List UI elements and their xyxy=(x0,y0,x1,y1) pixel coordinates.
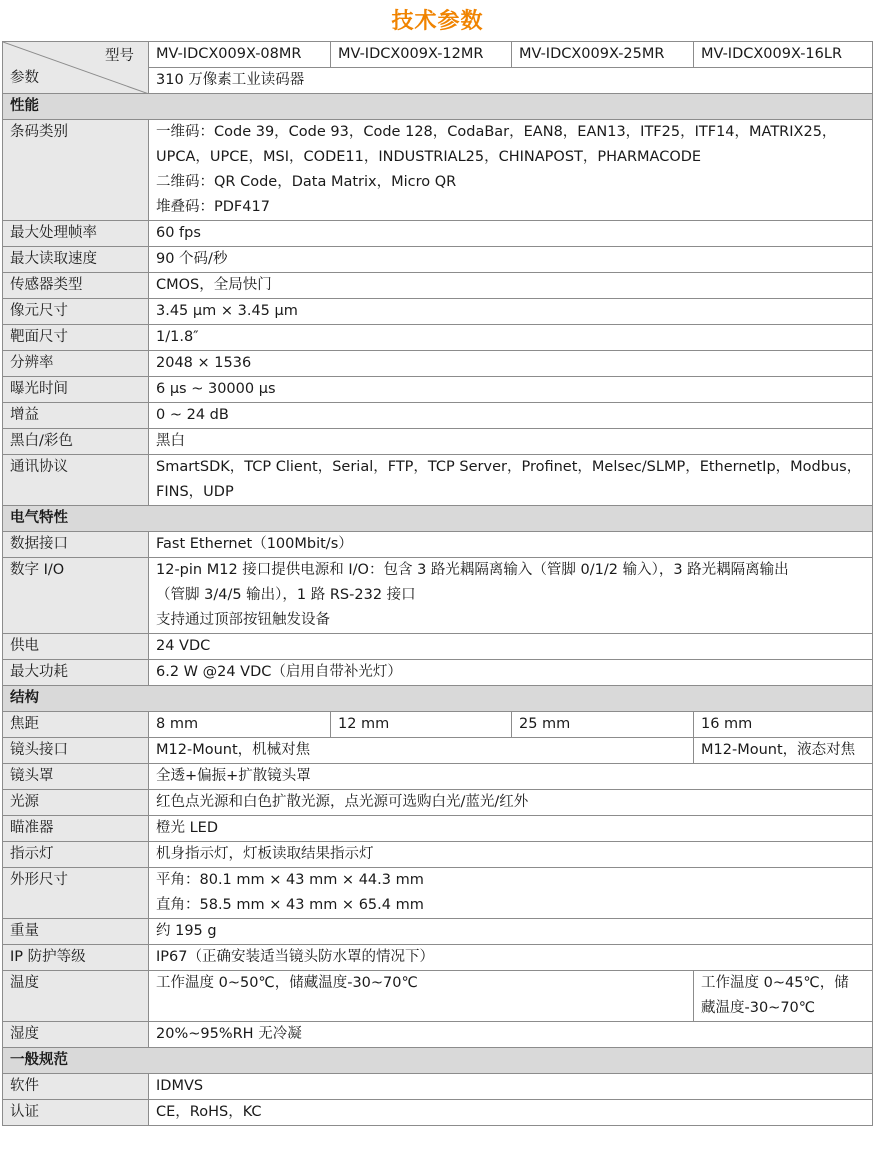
row-label-lens-cover: 镜头罩 xyxy=(3,764,149,790)
max-power-value: 6.2 W @24 VDC（启用自带补光灯） xyxy=(149,660,873,686)
product-name: 310 万像素工业读码器 xyxy=(149,68,873,94)
row-label-lens-mount: 镜头接口 xyxy=(3,738,149,764)
focal-length-value: 12 mm xyxy=(331,712,512,738)
power-value: 24 VDC xyxy=(149,634,873,660)
section-performance: 性能 xyxy=(3,94,873,120)
indicator-value: 机身指示灯，灯板读取结果指示灯 xyxy=(149,842,873,868)
lens-mount-value-lr: M12-Mount，液态对焦 xyxy=(694,738,873,764)
model-label: 型号 xyxy=(105,48,134,64)
model-name: MV-IDCX009X-16LR xyxy=(694,42,873,68)
row-label-max-power: 最大功耗 xyxy=(3,660,149,686)
barcode-stacked: 堆叠码：PDF417 xyxy=(156,199,270,215)
max-fps-value: 60 fps xyxy=(149,221,873,247)
focal-length-value: 16 mm xyxy=(694,712,873,738)
row-label-pixel-size: 像元尺寸 xyxy=(3,299,149,325)
focal-length-value: 25 mm xyxy=(512,712,694,738)
row-label-dimensions: 外形尺寸 xyxy=(3,868,149,919)
barcode-value xyxy=(149,120,873,221)
temperature-lr-line2: 藏温度-30~70℃ xyxy=(701,1000,816,1016)
row-label-humidity: 湿度 xyxy=(3,1022,149,1048)
model-name: MV-IDCX009X-25MR xyxy=(512,42,694,68)
row-label-indicator: 指示灯 xyxy=(3,842,149,868)
software-value: IDMVS xyxy=(149,1074,873,1100)
row-label-max-fps: 最大处理帧率 xyxy=(3,221,149,247)
light-source-value: 红色点光源和白色扩散光源，点光源可选购白光/蓝光/红外 xyxy=(149,790,873,816)
lens-cover-value: 全透+偏振+扩散镜头罩 xyxy=(149,764,873,790)
row-label-light-source: 光源 xyxy=(3,790,149,816)
row-label-target-size: 靶面尺寸 xyxy=(3,325,149,351)
temperature-lr-line1: 工作温度 0~45℃，储 xyxy=(701,975,849,991)
resolution-value: 2048 × 1536 xyxy=(149,351,873,377)
page-title: 技术参数 xyxy=(391,9,484,34)
gain-value: 0 ~ 24 dB xyxy=(149,403,873,429)
protocol-line2: FINS，UDP xyxy=(156,484,234,500)
dimensions-right-angle: 直角：58.5 mm × 43 mm × 65.4 mm xyxy=(156,897,424,913)
data-interface-value: Fast Ethernet（100Mbit/s） xyxy=(149,532,873,558)
pixel-size-value: 3.45 μm × 3.45 μm xyxy=(149,299,873,325)
row-label-weight: 重量 xyxy=(3,919,149,945)
protocol-value xyxy=(149,455,873,506)
digital-io-line1: 12-pin M12 接口提供电源和 I/O：包含 3 路光耦隔离输入（管脚 0/1/2 输入），3 路光耦隔离输出 xyxy=(156,562,789,578)
barcode-1d-line1: 一维码：Code 39，Code 93，Code 128，CodaBar，EAN8，EAN13，ITF25，ITF14，MATRIX25， xyxy=(156,124,837,140)
model-name: MV-IDCX009X-08MR xyxy=(149,42,331,68)
barcode-1d-line2: UPCA，UPCE，MSI，CODE11，INDUSTRIAL25，CHINAPOST，PHARMACODE xyxy=(156,149,702,165)
sensor-type-value: CMOS，全局快门 xyxy=(149,273,873,299)
section-general: 一般规范 xyxy=(3,1048,873,1074)
row-label-certification: 认证 xyxy=(3,1100,149,1126)
aimer-value: 橙光 LED xyxy=(149,816,873,842)
temperature-value-lr xyxy=(694,971,873,1022)
exposure-value: 6 μs ~ 30000 μs xyxy=(149,377,873,403)
protocol-line1: SmartSDK，TCP Client，Serial，FTP，TCP Server，Profinet，Melsec/SLMP，EthernetIp，Modbus， xyxy=(156,459,862,475)
row-label-focal-length: 焦距 xyxy=(3,712,149,738)
certification-value: CE，RoHS，KC xyxy=(149,1100,873,1126)
digital-io-value xyxy=(149,558,873,634)
dimensions-flat: 平角：80.1 mm × 43 mm × 44.3 mm xyxy=(156,872,424,888)
row-label-digital-io: 数字 I/O xyxy=(3,558,149,634)
row-label-max-read-speed: 最大读取速度 xyxy=(3,247,149,273)
row-label-exposure: 曝光时间 xyxy=(3,377,149,403)
row-label-gain: 增益 xyxy=(3,403,149,429)
digital-io-line2: （管脚 3/4/5 输出），1 路 RS-232 接口 xyxy=(156,587,416,603)
row-label-power: 供电 xyxy=(3,634,149,660)
row-label-ip-rating: IP 防护等级 xyxy=(3,945,149,971)
focal-length-value: 8 mm xyxy=(149,712,331,738)
weight-value: 约 195 g xyxy=(149,919,873,945)
spec-table xyxy=(2,41,873,1126)
digital-io-line3: 支持通过顶部按钮触发设备 xyxy=(156,612,330,628)
target-size-value: 1/1.8″ xyxy=(149,325,873,351)
barcode-2d: 二维码：QR Code，Data Matrix，Micro QR xyxy=(156,174,457,190)
row-label-software: 软件 xyxy=(3,1074,149,1100)
max-read-speed-value: 90 个码/秒 xyxy=(149,247,873,273)
mono-color-value: 黑白 xyxy=(149,429,873,455)
dimensions-value xyxy=(149,868,873,919)
humidity-value: 20%~95%RH 无冷凝 xyxy=(149,1022,873,1048)
param-label: 参数 xyxy=(10,70,39,86)
section-structure: 结构 xyxy=(3,686,873,712)
row-label-mono-color: 黑白/彩色 xyxy=(3,429,149,455)
row-label-protocol: 通讯协议 xyxy=(3,455,149,506)
ip-rating-value: IP67（正确安装适当镜头防水罩的情况下） xyxy=(149,945,873,971)
temperature-value: 工作温度 0~50℃，储藏温度-30~70℃ xyxy=(149,971,694,1022)
row-label-temperature: 温度 xyxy=(3,971,149,1022)
lens-mount-value: M12-Mount，机械对焦 xyxy=(149,738,694,764)
header-diagonal-cell xyxy=(3,42,149,94)
row-label-barcode: 条码类别 xyxy=(3,120,149,221)
section-electrical: 电气特性 xyxy=(3,506,873,532)
row-label-sensor-type: 传感器类型 xyxy=(3,273,149,299)
model-name: MV-IDCX009X-12MR xyxy=(331,42,512,68)
row-label-resolution: 分辨率 xyxy=(3,351,149,377)
row-label-data-interface: 数据接口 xyxy=(3,532,149,558)
row-label-aimer: 瞄准器 xyxy=(3,816,149,842)
